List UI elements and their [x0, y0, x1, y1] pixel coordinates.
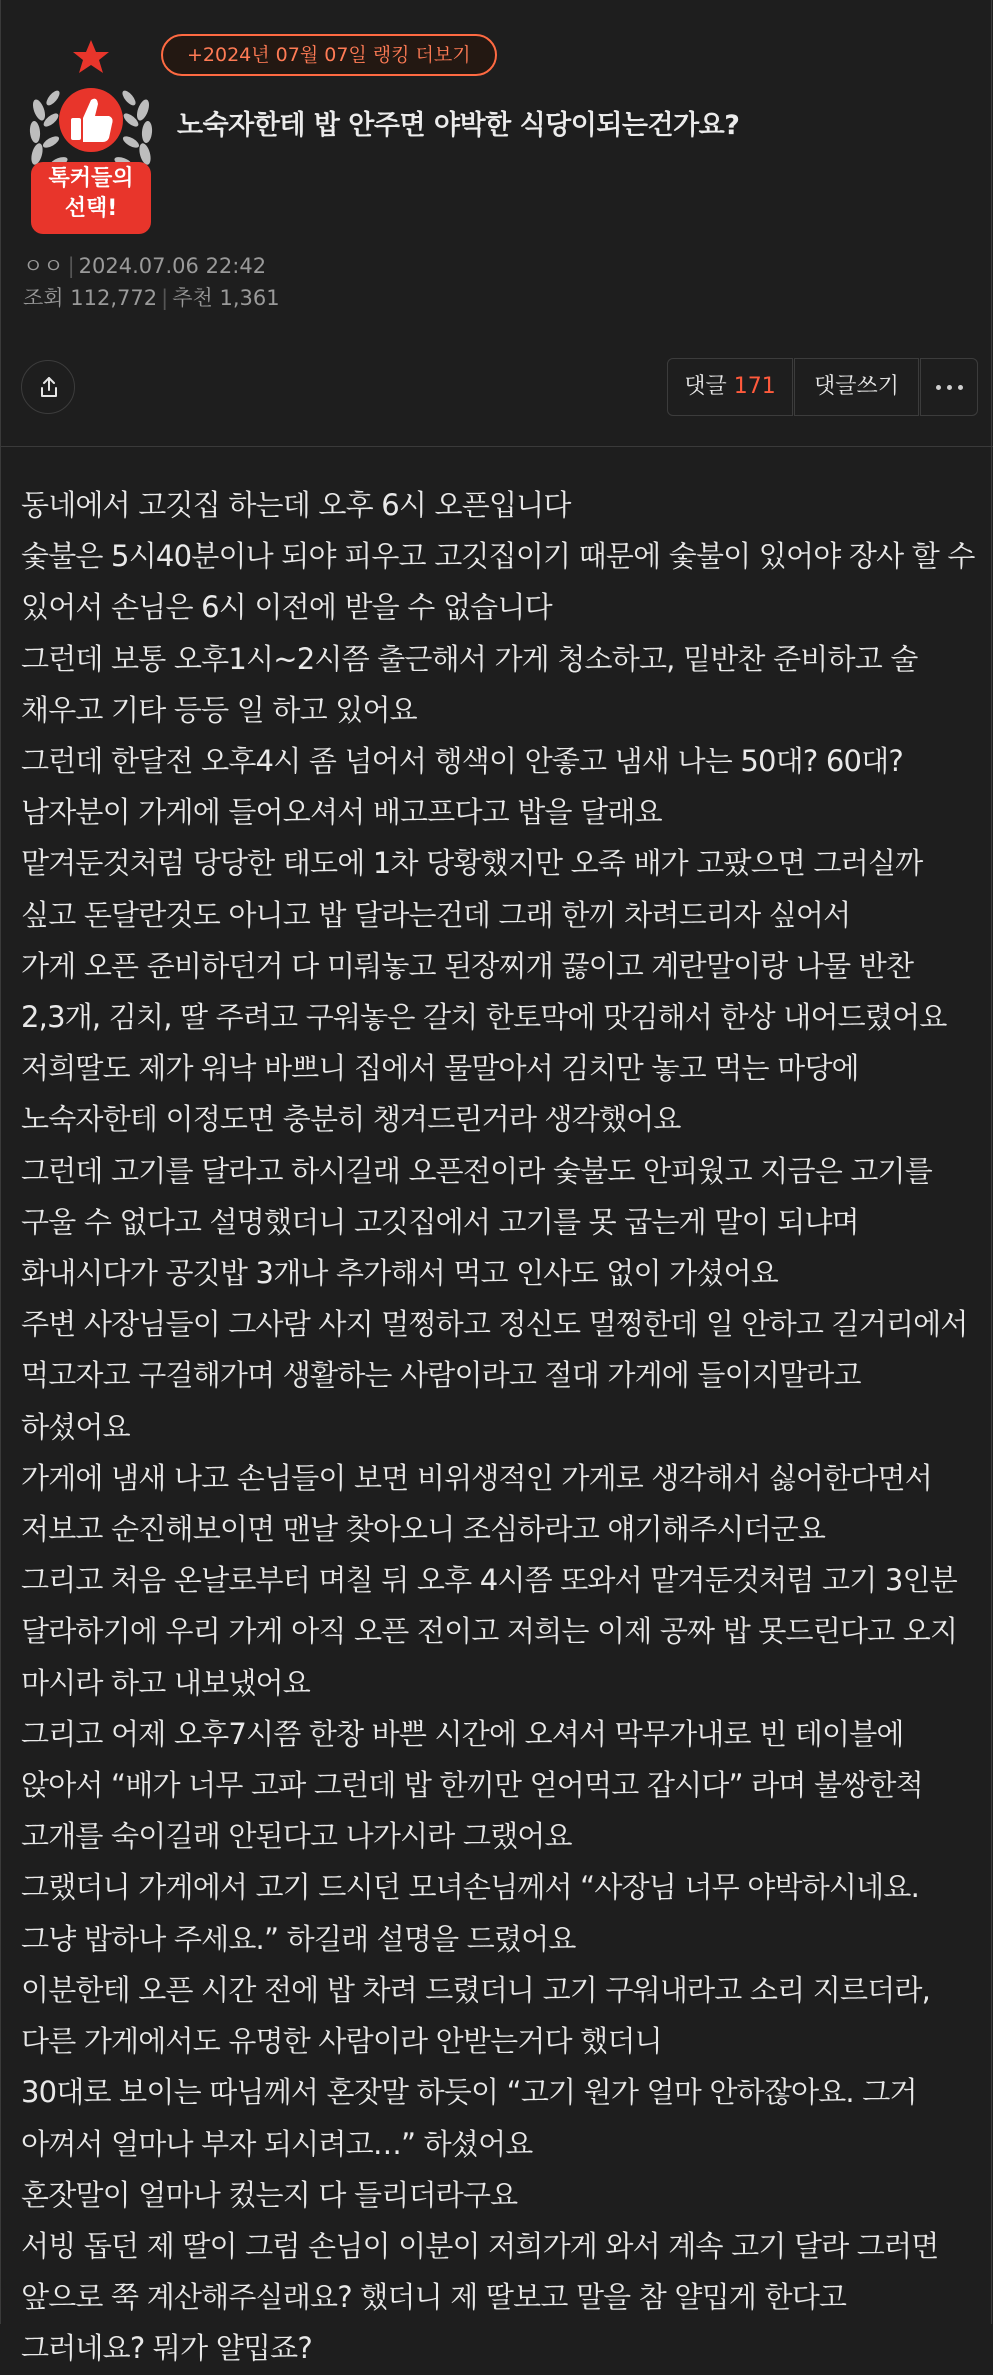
body-paragraph: 서빙 돕던 제 딸이 그럼 손님이 이분이 저희가게 와서 계속 고기 달라 그러면 앞으로 쭉 계산해주실래요? 했더니 제 딸보고 말을 참 얄밉게 한다고 그러네요? 뭐가 얄밉죠? [21, 2228, 939, 2366]
more-icon [936, 385, 941, 390]
body-paragraph: 저희딸도 제가 워낙 바쁘니 집에서 물말아서 김치만 놓고 먹는 마당에 노숙자한테 이정도면 충분히 챙겨드린거라 생각했어요 [21, 1051, 859, 1137]
comments-count: 171 [733, 374, 776, 399]
body-paragraph: 동네에서 고깃집 하는데 오후 6시 오픈입니다 [21, 488, 571, 522]
post-toolbar [1, 350, 993, 420]
body-paragraph: 그런데 보통 오후1시~2시쯤 출근해서 가게 청소하고, 밑반찬 준비하고 술 채우고 기타 등등 일 하고 있어요 [21, 641, 918, 727]
body-paragraph: 숯불은 5시40분이나 되야 피우고 고깃집이기 때문에 숯불이 있어야 장사 할 수 있어서 손님은 6시 이전에 받을 수 없습니다 [21, 539, 975, 625]
badge-line2: 선택! [64, 196, 118, 221]
post-meta-author-date [23, 250, 266, 280]
body-paragraph: 혼잣말이 얼마나 컸는지 다 들리더라구요 [21, 2177, 518, 2212]
body-paragraph: 그런데 고기를 달라고 하시길래 오픈전이라 숯불도 안피웠고 지금은 고기를 구울 수 없다고 설명했더니 고깃집에서 고기를 못 굽는게 말이 되냐며 화내시다가 공깃밥 3개나 추가해서 먹고 인사도 없이 가셨어요 [21, 1153, 932, 1291]
divider [1, 446, 993, 447]
comments-button[interactable] [667, 358, 793, 416]
body-paragraph: 그리고 어제 오후7시쯤 한창 바쁜 시간에 오셔서 막무가내로 빈 테이블에 앉아서 “배가 너무 고파 그런데 밥 한끼만 얻어먹고 갑시다” 라며 불쌍한척 고개를 숙이길래 안된다고 나가시라 그랬어요 [21, 1716, 923, 1854]
author-name[interactable]: ㅇㅇ [23, 254, 64, 278]
share-button[interactable] [21, 360, 75, 414]
tokker-choice-badge [23, 40, 159, 240]
share-icon [37, 375, 61, 399]
badge-line1: 톡커들의 [48, 166, 134, 191]
recommend-count: 1,361 [219, 286, 280, 310]
post-title: 노숙자한테 밥 안주면 야박한 식당이되는건가요? [177, 110, 740, 141]
body-paragraph: 가게 오픈 준비하던거 다 미뤄놓고 된장찌개 끓이고 계란말이랑 나물 반찬 2,3개, 김치, 딸 주려고 구워놓은 갈치 한토막에 맛김해서 한상 내어드렸어요 [21, 948, 947, 1035]
body-paragraph: 30대로 보이는 따님께서 혼잣말 하듯이 “고기 원가 얼마 안하잖아요. 그거 아껴서 얼마나 부자 되시려고…” 하셨어요 [21, 2075, 917, 2161]
post-datetime: 2024.07.06 22:42 [78, 254, 267, 278]
body-paragraph: 그런데 한달전 오후4시 좀 넘어서 행색이 안좋고 냄새 나는 50대? 60대? 남자분이 가게에 들어오셔서 배고프다고 밥을 달래요 [21, 744, 903, 830]
recommend-label: 추천 [172, 286, 213, 310]
post-meta-stats [23, 282, 280, 312]
body-paragraph: 이분한테 오픈 시간 전에 밥 차려 드렸더니 고기 구워내라고 소리 지르더라, 다른 가게에서도 유명한 사람이라 안받는거다 했더니 [21, 1972, 931, 2059]
views-label: 조회 [23, 286, 64, 310]
body-paragraph: 가게에 냄새 나고 손님들이 보면 비위생적인 가게로 생각해서 싫어한다면서 저보고 순진해보이면 맨날 찾아오니 조심하라고 얘기해주시더군요 [21, 1460, 932, 1547]
body-paragraph: 주변 사장님들이 그사람 사지 멀쩡하고 정신도 멀쩡한데 일 안하고 길거리에서 먹고자고 구걸해가며 생활하는 사람이라고 절대 가게에 들이지말라고 하셨어요 [21, 1307, 968, 1444]
body-paragraph: 그리고 처음 온날로부터 며칠 뒤 오후 4시쯤 또와서 맡겨둔것처럼 고기 3인분 달라하기에 우리 가게 아직 오픈 전이고 저희는 이제 공짜 밥 못드린다고 오지 마시라 하고 내보냈어요 [21, 1563, 958, 1700]
ranking-more-link[interactable]: +2024년 07월 07일 랭킹 더보기 [161, 34, 497, 76]
write-comment-button[interactable]: 댓글쓰기 [794, 358, 919, 416]
post-body [21, 480, 976, 2375]
body-paragraph: 맡겨둔것처럼 당당한 태도에 1차 당황했지만 오죽 배가 고팠으면 그러실까 싶고 돈달란것도 아니고 밥 달라는건데 그래 한끼 차려드리자 싶어서 [21, 846, 923, 932]
meta-separator: | [161, 286, 169, 310]
body-paragraph: 그랬더니 가게에서 고기 드시던 모녀손님께서 “사장님 너무 야박하시네요. 그냥 밥하나 주세요.” 하길래 설명을 드렸어요 [21, 1870, 919, 1956]
post-header [1, 0, 993, 310]
comments-label: 댓글 [684, 374, 727, 399]
star-icon [73, 40, 109, 73]
views-count: 112,772 [70, 286, 158, 310]
more-options-button[interactable] [920, 358, 978, 416]
meta-separator: | [67, 254, 75, 278]
